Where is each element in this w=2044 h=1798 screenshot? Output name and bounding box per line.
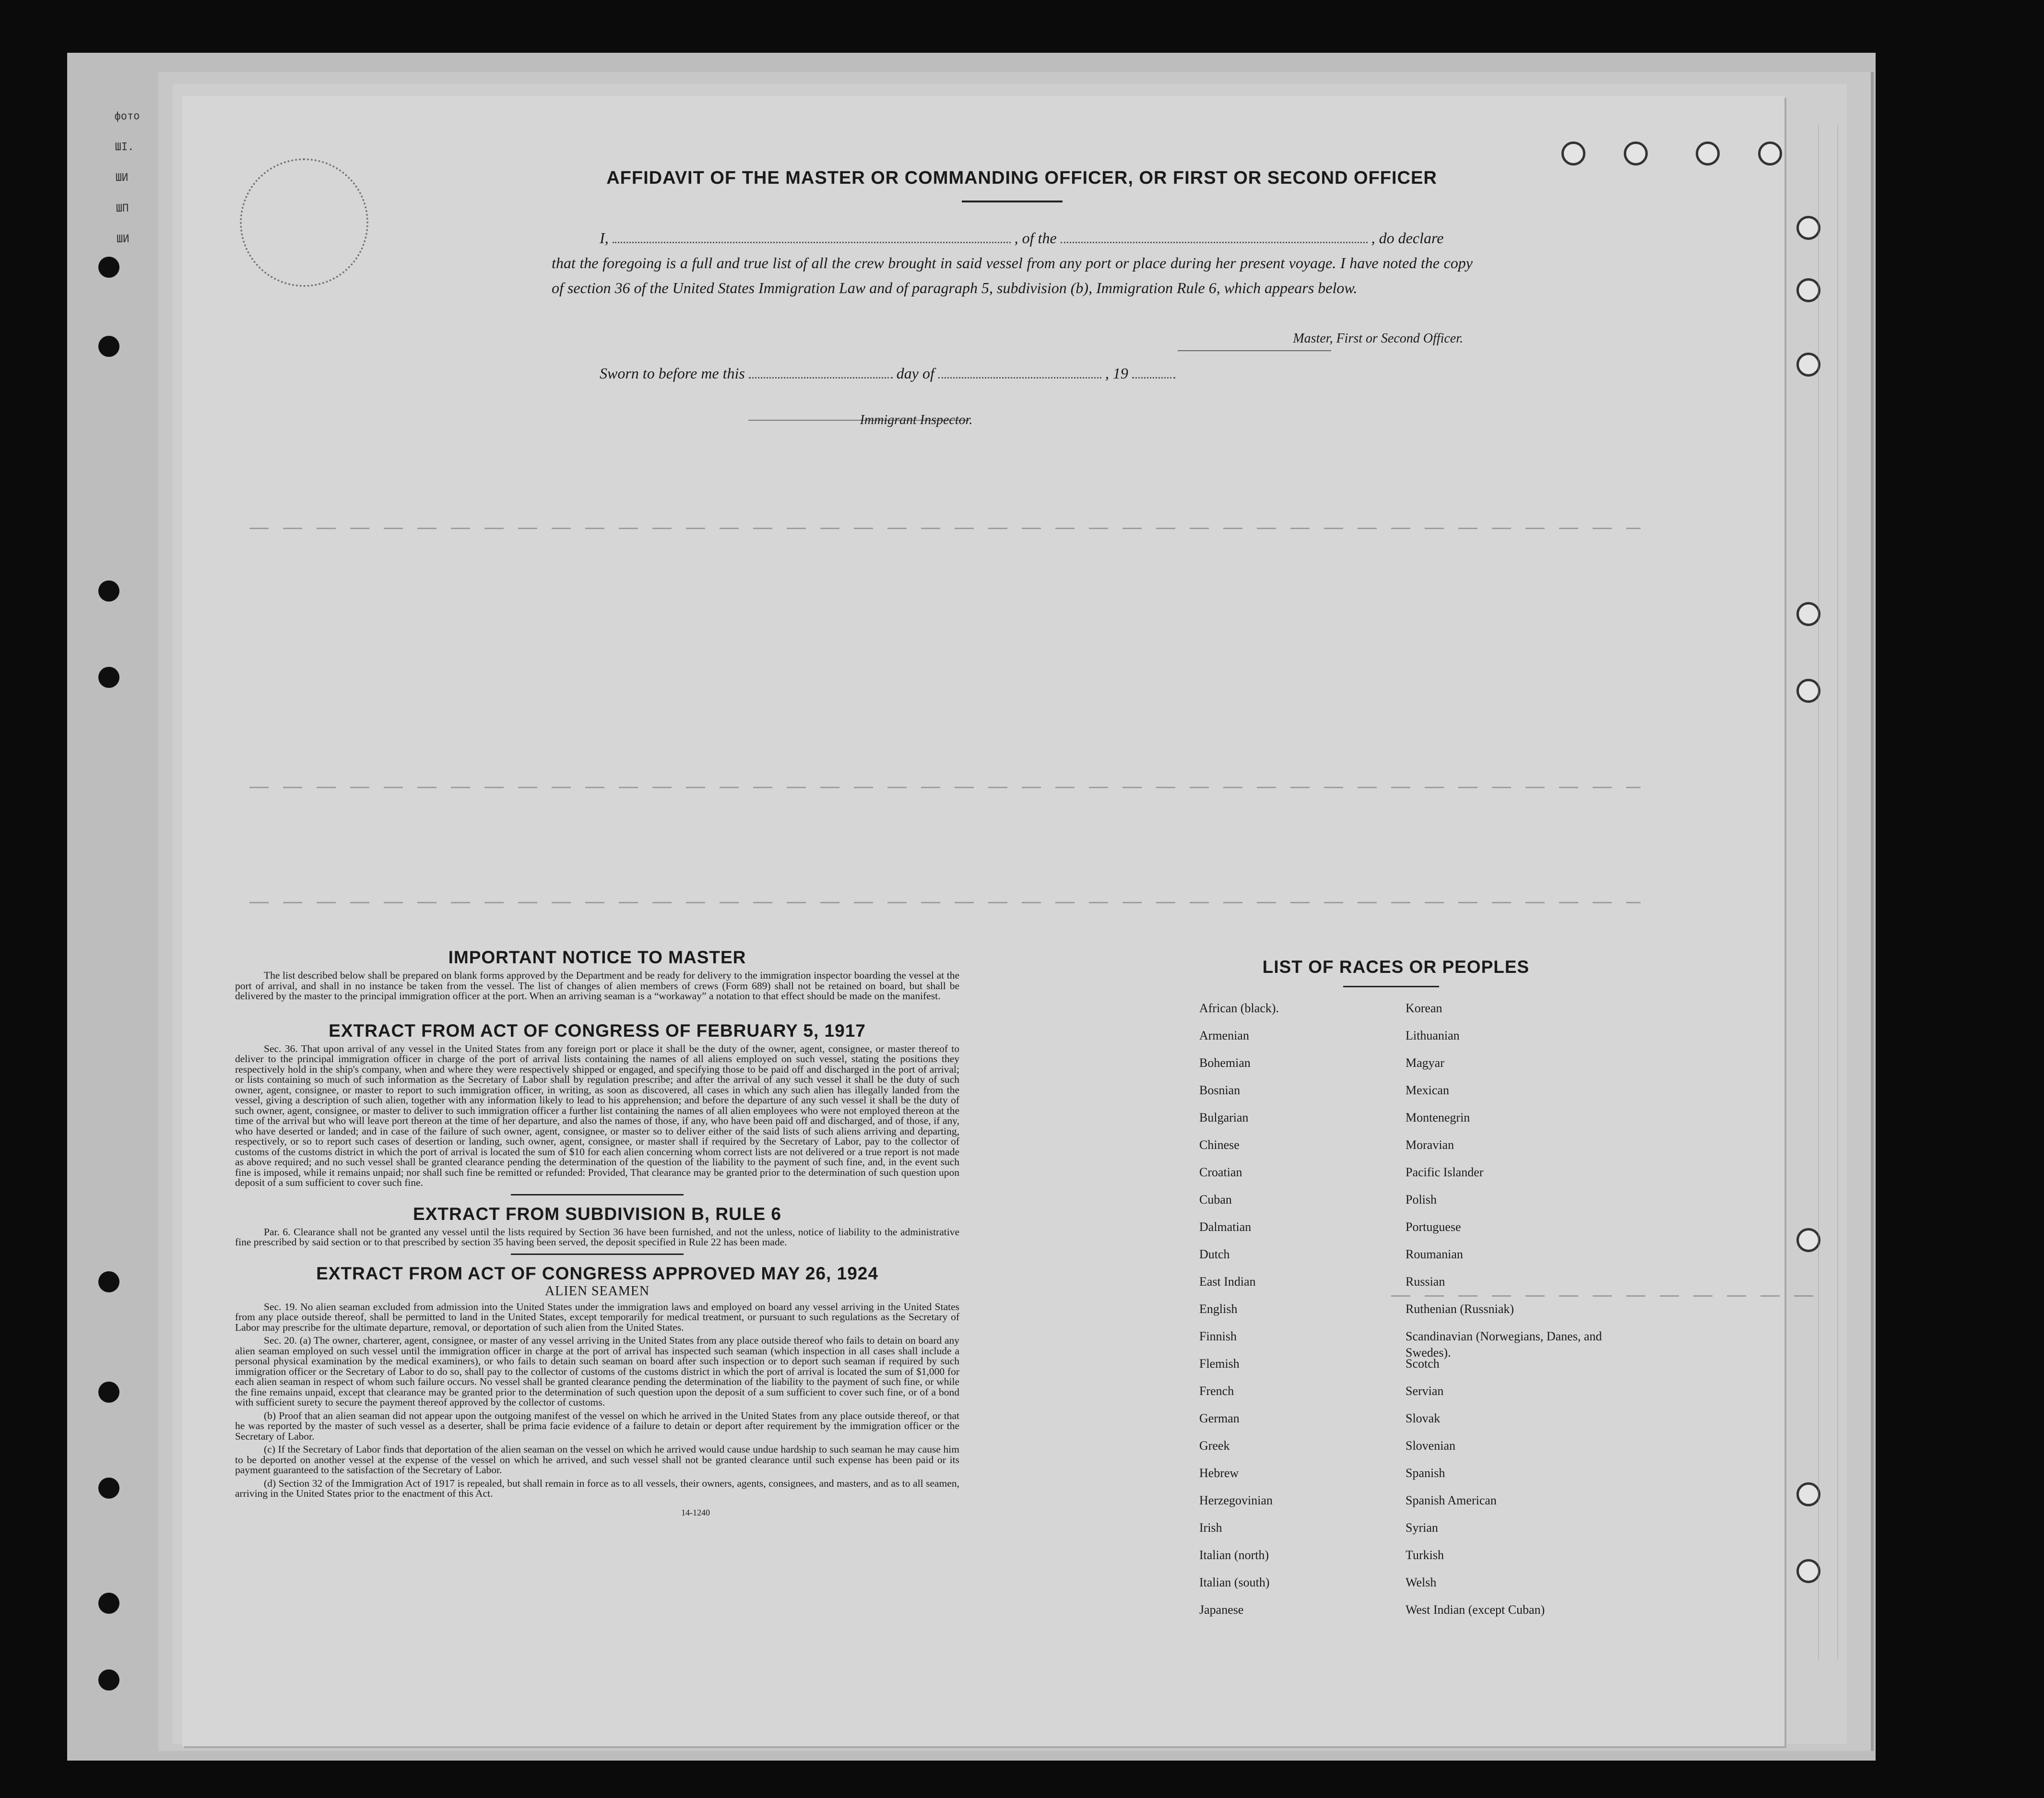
inspector-label: Immigrant Inspector. [860, 413, 973, 427]
race-item: Portuguese [1406, 1220, 1461, 1234]
race-item: Slovak [1406, 1411, 1441, 1425]
race-item: Finnish [1199, 1329, 1237, 1343]
year-label: , 19 [1105, 365, 1128, 382]
sworn-year-field[interactable] [1132, 377, 1175, 379]
race-item: French [1199, 1384, 1234, 1398]
vessel-field[interactable] [1061, 242, 1368, 243]
punch-hole [1696, 142, 1720, 166]
race-item: Russian [1406, 1275, 1445, 1289]
punch-hole [1561, 142, 1585, 166]
punch-hole [1758, 142, 1782, 166]
punch-hole [98, 667, 119, 688]
punch-hole [1796, 602, 1820, 626]
race-item: Hebrew [1199, 1466, 1239, 1480]
title-underline [1343, 986, 1439, 987]
punch-hole [1796, 1559, 1820, 1583]
race-item: Roumanian [1406, 1247, 1463, 1261]
extract-1924-paragraph: (b) Proof that an alien seaman did not appear upon the outgoing manifest of the vessel on which he arrived in the United States from any place outside thereof, or that he was reported by the master of such vessel as a deserter, shall be prima facie evidence of a failure to detain or deport after requirement by the immigration officer or the Secretary of Labor. [235, 1409, 959, 1442]
notice-text: The list described below shall be prepared on blank forms approved by the Department and be ready for delivery to the immigration inspector boarding the vessel at the port of arrival, and shall in no instance be taken from the vessel. The list of changes of alien members of crews (Form 689) shall not be retained on board, but shall be delivered by the master to the principal immigration officer at the port. When an arriving seaman is a “workaway” a notation to that effect should be made on the manifest. [235, 970, 959, 1002]
race-item: Herzegovinian [1199, 1493, 1273, 1507]
race-item: Bosnian [1199, 1083, 1241, 1097]
day-of-label: day of [896, 365, 934, 382]
race-item: Armenian [1199, 1029, 1249, 1042]
race-item: Irish [1199, 1521, 1222, 1535]
extract-rule6-title: EXTRACT FROM SUBDIVISION B, RULE 6 [413, 1204, 781, 1224]
punch-hole [98, 1382, 119, 1403]
affidavit-declaration-line [552, 225, 1473, 250]
sworn-line [600, 365, 1223, 382]
sworn-month-field[interactable] [938, 377, 1101, 379]
races-title: LIST OF RACES OR PEOPLES [1262, 957, 1530, 977]
punch-hole [98, 336, 119, 357]
punch-hole [1796, 278, 1820, 302]
punch-hole [98, 1271, 119, 1292]
race-item: Italian (north) [1199, 1548, 1269, 1562]
divider [511, 1254, 684, 1255]
ruled-line [1837, 125, 1838, 1660]
punch-hole [1624, 142, 1648, 166]
ruled-line [1818, 125, 1819, 1660]
notice-title: IMPORTANT NOTICE TO MASTER [448, 947, 746, 967]
extract-1924-subtitle: ALIEN SEAMEN [544, 1283, 650, 1299]
race-item: African (black). [1199, 1001, 1279, 1015]
punch-hole [1796, 353, 1820, 377]
punch-hole [1796, 679, 1820, 703]
race-item: English [1199, 1302, 1238, 1316]
punch-hole [98, 1669, 119, 1691]
extract-rule6-text: Par. 6. Clearance shall not be granted any vessel until the lists required by Section 36 have been furnished, and not the unless, notice of liability to the administrative fine prescribed by said section or to that prescribed by section 35 having been served, the deposit specified in Rule 22 has been made. [235, 1226, 959, 1248]
punch-hole [98, 1478, 119, 1499]
race-item: Chinese [1199, 1138, 1240, 1152]
race-item: Welsh [1406, 1575, 1437, 1589]
races-list [1199, 1000, 1631, 1629]
notices-column [235, 947, 959, 1518]
race-item: East Indian [1199, 1275, 1256, 1289]
race-item: Japanese [1199, 1603, 1244, 1617]
race-item: Greek [1199, 1439, 1230, 1453]
signature-line[interactable] [1178, 350, 1331, 351]
extract-1917-title: EXTRACT FROM ACT OF CONGRESS OF FEBRUARY 5, 1917 [329, 1020, 866, 1041]
race-item: Montenegrin [1406, 1111, 1470, 1124]
race-item: Spanish [1406, 1466, 1445, 1480]
race-item: Polish [1406, 1193, 1437, 1207]
race-item: Slovenian [1406, 1439, 1455, 1453]
stamp-line: ШП [116, 202, 129, 215]
race-item: German [1199, 1411, 1240, 1425]
race-item: Flemish [1199, 1357, 1240, 1371]
race-item: Magyar [1406, 1056, 1444, 1070]
stamp-line: ШІ. [115, 141, 134, 154]
race-item: Korean [1406, 1001, 1442, 1015]
race-item: Servian [1406, 1384, 1444, 1398]
race-item: Ruthenian (Russniak) [1406, 1302, 1514, 1316]
race-item: Spanish American [1406, 1493, 1497, 1507]
affidavit-title: AFFIDAVIT OF THE MASTER OR COMMANDING OFFICER, OR FIRST OR SECOND OFFICER [606, 168, 1437, 188]
extract-1924-paragraph: (d) Section 32 of the Immigration Act of 1917 is repealed, but shall remain in force as to all vessels, their owners, agents, consignees, and masters, and as to all seamen, arriving in the United States prior to the enactment of this Act. [235, 1477, 959, 1499]
divider [511, 1194, 684, 1195]
race-item: Syrian [1406, 1521, 1438, 1535]
extract-1924-paragraph: (c) If the Secretary of Labor finds that deportation of the alien seaman on the vessel on which he arrived would cause undue hardship to such seaman he may cause him to be deported on another vessel at the expense of the vessel on which he arrived, and such vessel shall not be granted clearance until such expense has been paid or its payment guaranteed to the satisfaction of the Secretary of Labor. [235, 1443, 959, 1476]
sworn-label: Sworn to before me this [600, 365, 745, 382]
title-underline [962, 201, 1063, 202]
master-signature-label: Master, First or Second Officer. [1293, 331, 1463, 346]
race-item: Dalmatian [1199, 1220, 1252, 1234]
affidavit-body-text: that the foregoing is a full and true list of all the crew brought in said vessel from any port or place during her present voyage. I have noted the copy of section 36 of the United States Immigration Law and of paragraph 5, subdivision (b), Immigration Rule 6, which appears below. [552, 254, 1473, 296]
extract-1917-text: Sec. 36. That upon arrival of any vessel in the United States from any foreign port or place it shall be the duty of the owner, agent, consignee, or master thereof to deliver to the principal immigration officer in charge of the port of arrival lists containing the names of all aliens employed on such vessel, stating the positions they respectively hold in the ship's company, when and where they were respectively shipped or engaged, and specifying those to be paid off and discharged in the port of arrival; or lists containing so much of such information as the Secretary of Labor shall by regulation prescribe; and after the arrival of any such vessel it shall be the duty of such owner, agent, consignee, or master to report to such immigration officer, in writing, as soon as discovered, all cases in which any such alien has illegally landed from the vessel, giving a description of such alien, together with any information likely to lead to his apprehension; and before the departure of any such vessel it shall be the duty of such owner, agent, consignee, or master to deliver to such immigration officer a further list containing the names of all alien employees who were not employed thereon at the time of the arrival but who will leave port thereon at the time of her departure, and also the names of those, if any, who have been paid off and discharged, and of those, if any, who have deserted or landed; and in case of the failure of such owner, agent, consignee, or master so to deliver either of the said lists of such aliens arriving and departing, respectively, or so to report such cases of desertion or landing, such owner, agent, consignee, or master shall if required by the Secretary of Labor, pay to the collector of customs of the customs district in which the port of arrival is located the sum of $10 for each alien concerning whom correct lists are not delivered or a true report is not made as above required; and no such vessel shall be granted clearance pending the determination of the question of the liability to the payment of such fine, and, in the event such fine is imposed, while it remains unpaid; nor shall such fine be remitted or refunded: Provided, That clearance may be granted prior to the determination of such question upon deposit of a sum sufficient to cover such fine. [235, 1042, 959, 1188]
stamp-line: ШИ [115, 171, 129, 184]
of-the-label: , of the [1014, 229, 1057, 247]
race-item: Turkish [1406, 1548, 1444, 1562]
race-item: West Indian (except Cuban) [1406, 1603, 1545, 1617]
do-declare-label: , do declare [1371, 229, 1444, 247]
sworn-day-field[interactable] [749, 377, 893, 379]
race-item: Bulgarian [1199, 1111, 1249, 1124]
stamp-line: ШИ [116, 233, 130, 246]
i-label: I, [600, 229, 609, 247]
race-item: Italian (south) [1199, 1575, 1270, 1589]
race-item: Dutch [1199, 1247, 1230, 1261]
race-item: Bohemian [1199, 1056, 1251, 1070]
extract-1924-paragraph: Sec. 19. No alien seaman excluded from admission into the United States under the immigration laws and employed on board any vessel arriving in the United States from any place outside thereof, shall be permitted to land in the United States, except temporarily for medical treatment, or pursuant to such regulations as the Secretary of Labor may prescribe for the ultimate departure, removal, or deportation of such alien from the United States. [235, 1301, 959, 1333]
extract-1924-paragraph: Sec. 20. (a) The owner, charterer, agent, consignee, or master of any vessel arriving in the United States from any place outside thereof who fails to detain on board any alien seaman employed on such vessel until the immigration officer in charge at the port of arrival has inspected such seaman (which inspection in all cases shall include a personal physical examination by the medical examiners), or who fails to detain such seaman on board after such inspection or to deport such seaman if required by such immigration officer or the Secretary of Labor to do so, shall pay to the collector of customs of the customs district in which the port of arrival is located the sum of $1,000 for each alien seaman in respect of whom such failure occurs. No vessel shall be granted clearance pending the determination of the liability to the payment of such fine, or while the fine remains unpaid, except that clearance may be granted prior to the determination of such question upon the deposit of a sum sufficient to cover such fine, or of a bond with sufficient surety to secure the payment thereof approved by the collector of customs. [235, 1335, 959, 1408]
punch-hole [98, 1593, 119, 1614]
race-item: Cuban [1199, 1193, 1232, 1207]
race-item: Lithuanian [1406, 1029, 1460, 1042]
affidavit-statement [552, 225, 1473, 300]
stamp [114, 100, 188, 246]
punch-hole [1796, 1482, 1820, 1506]
race-item: Scotch [1406, 1357, 1440, 1371]
stamp-line: фото [114, 110, 140, 123]
ruled-line [249, 787, 1641, 788]
race-item: Scandinavian (Norwegians, Danes, and Swedes). [1406, 1329, 1602, 1360]
ruled-line [249, 902, 1641, 903]
race-item: Moravian [1406, 1138, 1454, 1152]
punch-hole [98, 580, 119, 602]
seal-stamp [240, 158, 368, 287]
race-item: Mexican [1406, 1083, 1449, 1097]
race-item: Croatian [1199, 1165, 1242, 1179]
punch-hole [1796, 1228, 1820, 1252]
form-number: 14-1240 [681, 1507, 710, 1517]
punch-hole [1796, 216, 1820, 240]
punch-hole [98, 257, 119, 278]
extract-1924-title: EXTRACT FROM ACT OF CONGRESS APPROVED MAY 26, 1924 [316, 1263, 878, 1283]
name-field[interactable] [613, 242, 1011, 243]
ruled-line [249, 528, 1641, 529]
race-item: Pacific Islander [1406, 1165, 1484, 1179]
